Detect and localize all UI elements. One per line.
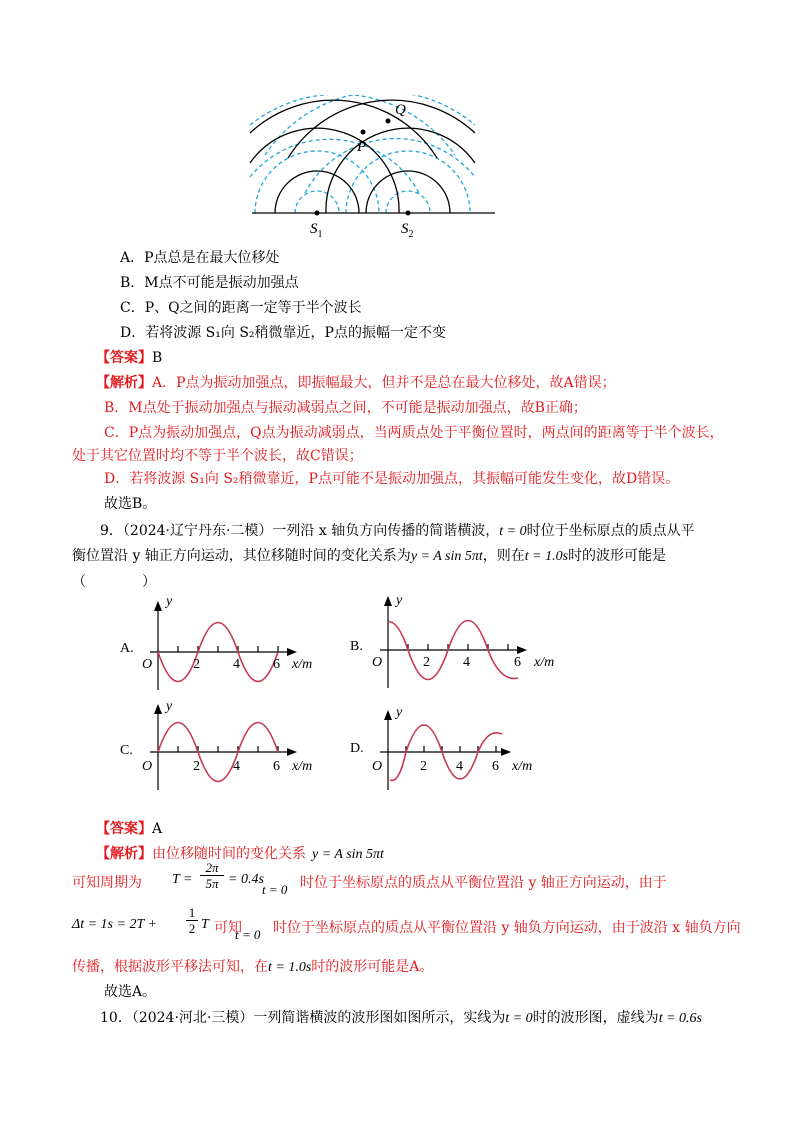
period-formula: T = <box>172 872 193 887</box>
q9-answer-bracket: （ ） <box>72 574 156 590</box>
q9-answer <box>96 818 162 838</box>
svg-text:4: 4 <box>463 655 470 670</box>
q8-analysis-line-2: B．M点处于振动加强点与振动减弱点之间，不可能是振动加强点，故B正确； <box>104 400 587 416</box>
svg-text:O: O <box>372 655 383 670</box>
svg-text:O: O <box>142 759 153 774</box>
t-zero-2: t = 0 <box>235 927 261 942</box>
x-arrow <box>287 648 297 656</box>
q9-stem-line-2: 衡位置沿 y 轴正方向运动，其位移随时间的变化关系为y = A sin 5πt，则在t = 1.0s时的波形可能是 <box>72 548 667 564</box>
answer-value: B <box>152 350 163 366</box>
svg-text:6: 6 <box>492 759 499 774</box>
svg-text:x/m: x/m <box>292 759 313 774</box>
svg-text:x/m: x/m <box>512 759 533 774</box>
x-arrow <box>517 646 527 654</box>
svg-text:2: 2 <box>423 655 430 670</box>
s2-solid-wavefront <box>288 100 475 158</box>
svg-text:4: 4 <box>233 657 240 672</box>
q9-stem-line-1: 9．（2024·辽宁丹东·二模）一列沿 x 轴负方向传播的简谐横波，t = 0时位于坐标原点的质点从平 <box>100 523 695 539</box>
interference-figure <box>240 95 520 245</box>
svg-text:B.: B. <box>350 639 363 654</box>
q8-option-b: B．M点不可能是振动加强点 <box>120 275 299 291</box>
q8-option-a: A．P点总是在最大位移处 <box>120 250 280 266</box>
q8-analysis-line-1: 【解析】A．P点为振动加强点，即振幅最大，但并不是总在最大位移处，故A错误； <box>96 375 616 391</box>
q8-analysis-line-3: C．P点为振动加强点，Q点为振动减弱点，当两质点处于平衡位置时，两点间的距离等于半个波长， <box>104 425 724 441</box>
s2-dashed-wavefront <box>346 151 470 213</box>
y-arrow <box>154 704 162 714</box>
q10-stem: 10．（2024·河北·三模）一列简谐横波的波形图如图所示，实线为t = 0时的波形图，虚线为t = 0.6s <box>100 1010 702 1026</box>
svg-text:x/m: x/m <box>292 657 313 672</box>
q9-analysis-line-3-a: 可知 <box>214 920 242 936</box>
q8-answer <box>96 347 162 367</box>
t-zero-1: t = 0 <box>262 882 288 897</box>
x-arrow <box>501 748 511 756</box>
label-s1: $S_1$ <box>310 221 323 240</box>
svg-text:y: y <box>396 593 403 608</box>
label-q: Q <box>395 102 406 118</box>
point-q <box>386 119 391 124</box>
svg-text:6: 6 <box>514 655 521 670</box>
s1-solid-wavefront <box>250 128 399 213</box>
point-p <box>361 130 366 135</box>
svg-text:y: y <box>396 705 403 720</box>
waveform-d <box>390 725 502 780</box>
y-arrow <box>154 601 162 611</box>
wave-graph-options <box>110 585 590 810</box>
svg-text:C.: C. <box>120 743 133 758</box>
q8-analysis-line-5: D．若将波源 S₁向 S₂稍微靠近，P点可能不是振动加强点，其振幅可能发生变化，故D错误。 <box>104 471 680 487</box>
svg-text:2: 2 <box>193 657 200 672</box>
x-arrow <box>287 748 297 756</box>
q9-analysis-line-2: 可知周期为 <box>72 875 142 891</box>
y-arrow <box>384 710 392 720</box>
q9-analysis-line-3-b: 时位于坐标原点的质点从平衡位置沿 y 轴负方向运动，由于波沿 x 轴负方向 <box>273 920 741 936</box>
q8-option-c: C．P、Q之间的距离一定等于半个波长 <box>120 300 362 316</box>
q8-option-d: D．若将波源 S₁向 S₂稍微靠近，P点的振幅一定不变 <box>120 325 446 341</box>
answer-tag: 【答案】 <box>96 821 152 837</box>
s1-dashed-wavefront <box>250 139 419 193</box>
graph-a <box>120 594 312 690</box>
source-s2 <box>406 211 411 216</box>
s2-solid-wavefront <box>366 171 450 213</box>
q9-conclusion: 故选A。 <box>104 984 157 1000</box>
svg-text:x/m: x/m <box>534 655 555 670</box>
source-s1 <box>315 211 320 216</box>
q8-conclusion: 故选B。 <box>104 496 157 512</box>
svg-text:2: 2 <box>193 759 200 774</box>
fraction-half: 1 2 <box>186 905 198 936</box>
svg-text:4: 4 <box>456 759 463 774</box>
q8-analysis-line-4: 处于其它位置时均不等于半个波长，故C错误； <box>72 448 363 464</box>
q9-analysis-line-1: 【解析】由位移随时间的变化关系 y = A sin 5πt <box>96 846 384 862</box>
svg-text:A.: A. <box>120 641 134 656</box>
svg-text:2: 2 <box>420 759 427 774</box>
svg-text:O: O <box>372 759 383 774</box>
s1-dashed-wavefront <box>295 191 339 213</box>
svg-text:6: 6 <box>273 759 280 774</box>
graph-d <box>350 705 532 790</box>
svg-text:y: y <box>166 594 173 609</box>
graph-c <box>120 699 312 790</box>
fraction-2pi-5pi: 2π 5π <box>200 860 224 891</box>
svg-text:6: 6 <box>273 657 280 672</box>
period-symbol: T <box>201 917 209 932</box>
s1-dashed-wavefront <box>255 151 379 213</box>
s1-solid-wavefront <box>250 100 437 158</box>
label-p: P <box>357 139 367 155</box>
label-s2: $S_2$ <box>401 221 414 240</box>
graph-b <box>350 593 554 688</box>
q9-analysis-line-4: 传播，根据波形平移法可知，在t = 1.0s时的波形可能是A。 <box>72 959 434 975</box>
svg-text:4: 4 <box>233 759 240 774</box>
analysis-tag: 【解析】 <box>96 375 152 391</box>
answer-value: A <box>152 821 163 837</box>
svg-text:y: y <box>166 699 173 714</box>
period-value: = 0.4s <box>228 872 264 887</box>
y-arrow <box>384 596 392 606</box>
s2-dashed-wavefront <box>386 191 430 213</box>
q9-analysis-line-2-rest: 时位于坐标原点的质点从平衡位置沿 y 轴正方向运动，由于 <box>300 875 667 891</box>
delta-t-formula: Δt = 1s = 2T + <box>72 917 157 932</box>
svg-text:D.: D. <box>350 741 364 756</box>
s1-solid-wavefront <box>275 171 359 213</box>
svg-text:O: O <box>142 657 153 672</box>
answer-tag: 【答案】 <box>96 350 152 366</box>
